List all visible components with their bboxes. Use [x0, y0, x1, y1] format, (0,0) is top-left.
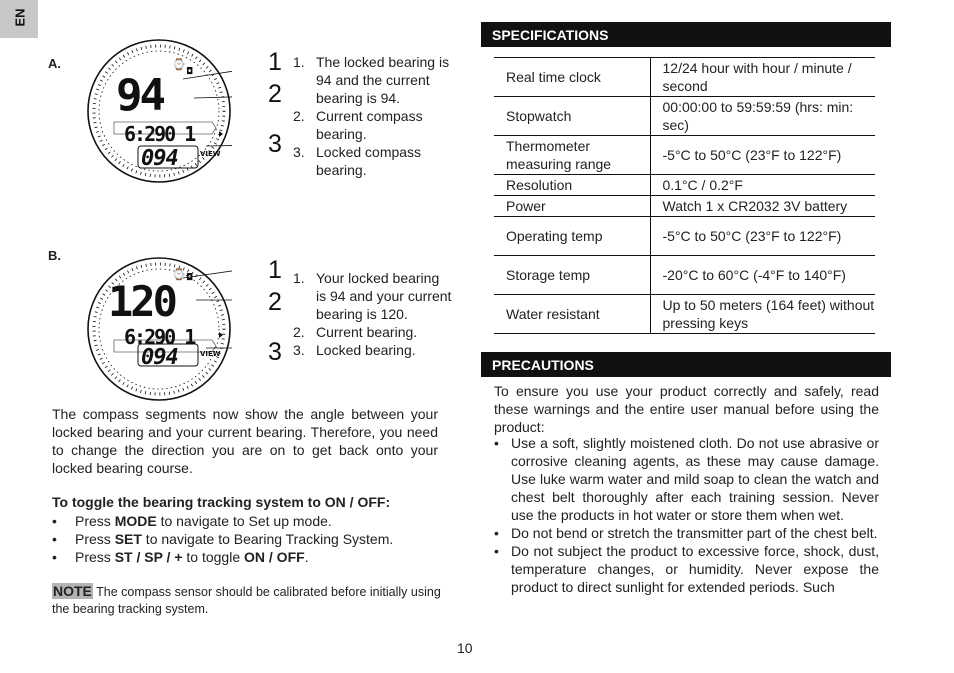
specifications-heading: SPECIFICATIONS — [481, 22, 891, 47]
callout-a-2: 2 — [268, 80, 282, 108]
svg-text:⌚: ⌚ — [172, 58, 186, 71]
display-bottom-b: 094 — [141, 345, 178, 370]
note — [52, 583, 444, 618]
svg-text:⌚: ⌚ — [172, 268, 186, 281]
list-item: 3. Locked compass bearing. — [293, 144, 422, 178]
callout-a-3: 3 — [268, 130, 282, 158]
list-item: 1. Your locked bearing is 94 and your current bearing is 120. — [293, 270, 452, 322]
watch-display-b-illustration — [86, 256, 232, 402]
watch-display-a-illustration — [86, 38, 232, 184]
svg-text:◘: ◘ — [186, 67, 194, 77]
figure-a-legend — [293, 53, 453, 179]
language-tab — [0, 0, 38, 38]
display-bottom-a: 094 — [141, 146, 178, 171]
list-item: 2. Current bearing. — [293, 324, 418, 340]
figure-a-label: A. — [48, 56, 61, 71]
callout-b-2: 2 — [268, 288, 282, 316]
table-row: Water resistant Up to 50 meters (164 feet) without pressing keys — [494, 295, 875, 334]
view-label-b: VIEW — [200, 350, 221, 358]
figure-b-label: B. — [48, 248, 61, 263]
list-item: 3. Locked bearing. — [293, 342, 416, 358]
note-text: The compass sensor should be calibrated before initially using the bearing tracking system. — [52, 585, 441, 616]
compass-paragraph: The compass segments now show the angle between your locked bearing and your current bearing. Therefore, you need to change the direction you are on to get back onto your locked bearing course. — [52, 406, 438, 476]
toggle-steps — [52, 512, 442, 566]
svg-text:◘: ◘ — [186, 273, 194, 283]
page-number: 10 — [457, 640, 473, 656]
callout-a-1: 1 — [268, 48, 282, 76]
table-row: Thermometer measuring range -5°C to 50°C (23°F to 122°F) — [494, 136, 875, 175]
table-row: Stopwatch 00:00:00 to 59:59:59 (hrs: min: sec) — [494, 97, 875, 136]
display-main-b: 120 — [108, 277, 175, 326]
list-item: • Press ST / SP / + to toggle ON / OFF. — [52, 549, 309, 565]
precautions-intro: To ensure you use your product correctly and safely, read these warnings and the entire user manual before using the product: — [494, 383, 879, 435]
callout-b-1: 1 — [268, 256, 282, 284]
list-item: • Press MODE to navigate to Set up mode. — [52, 513, 332, 529]
table-row: Storage temp -20°C to 60°C (-4°F to 140°F) — [494, 256, 875, 295]
display-mid-b: 6:290 1 — [124, 325, 195, 349]
view-label-a: VIEW — [200, 150, 221, 158]
toggle-heading: To toggle the bearing tracking system to ON / OFF: — [52, 494, 391, 510]
precautions-heading: PRECAUTIONS — [481, 352, 891, 377]
language-tab-label: EN — [12, 8, 28, 27]
callout-b-3: 3 — [268, 338, 282, 366]
precautions-list — [494, 434, 879, 596]
list-item: • Use a soft, slightly moistened cloth. Do not use abrasive or corrosive cleaning agents, as these may cause damage. Use luke warm water and mild soap to clean the watch and chest belt thoroughly after each training session. Never use the products in hot water or store them when wet. — [494, 435, 879, 523]
specifications-table — [494, 57, 875, 334]
list-item: 1. The locked bearing is 94 and the current bearing is 94. — [293, 54, 450, 106]
display-mid-a: 6:290 1 — [124, 122, 195, 146]
table-row: Operating temp -5°C to 50°C (23°F to 122°F) — [494, 217, 875, 256]
figure-b-legend — [293, 269, 453, 359]
table-row: Resolution 0.1°C / 0.2°F — [494, 175, 875, 196]
display-main-a: 94 — [116, 70, 163, 121]
table-row: Power Watch 1 x CR2032 3V battery — [494, 196, 875, 217]
table-row: Real time clock 12/24 hour with hour / minute / second — [494, 58, 875, 97]
list-item: • Press SET to navigate to Bearing Tracking System. — [52, 531, 394, 547]
list-item: • Do not bend or stretch the transmitter part of the chest belt. — [494, 525, 878, 541]
note-tag: NOTE — [53, 583, 92, 599]
list-item: • Do not subject the product to excessive force, shock, dust, temperature changes, or humidity. Never expose the product to direct sunlight for extended periods. Such — [494, 543, 879, 595]
list-item: 2. Current compass bearing. — [293, 108, 423, 142]
